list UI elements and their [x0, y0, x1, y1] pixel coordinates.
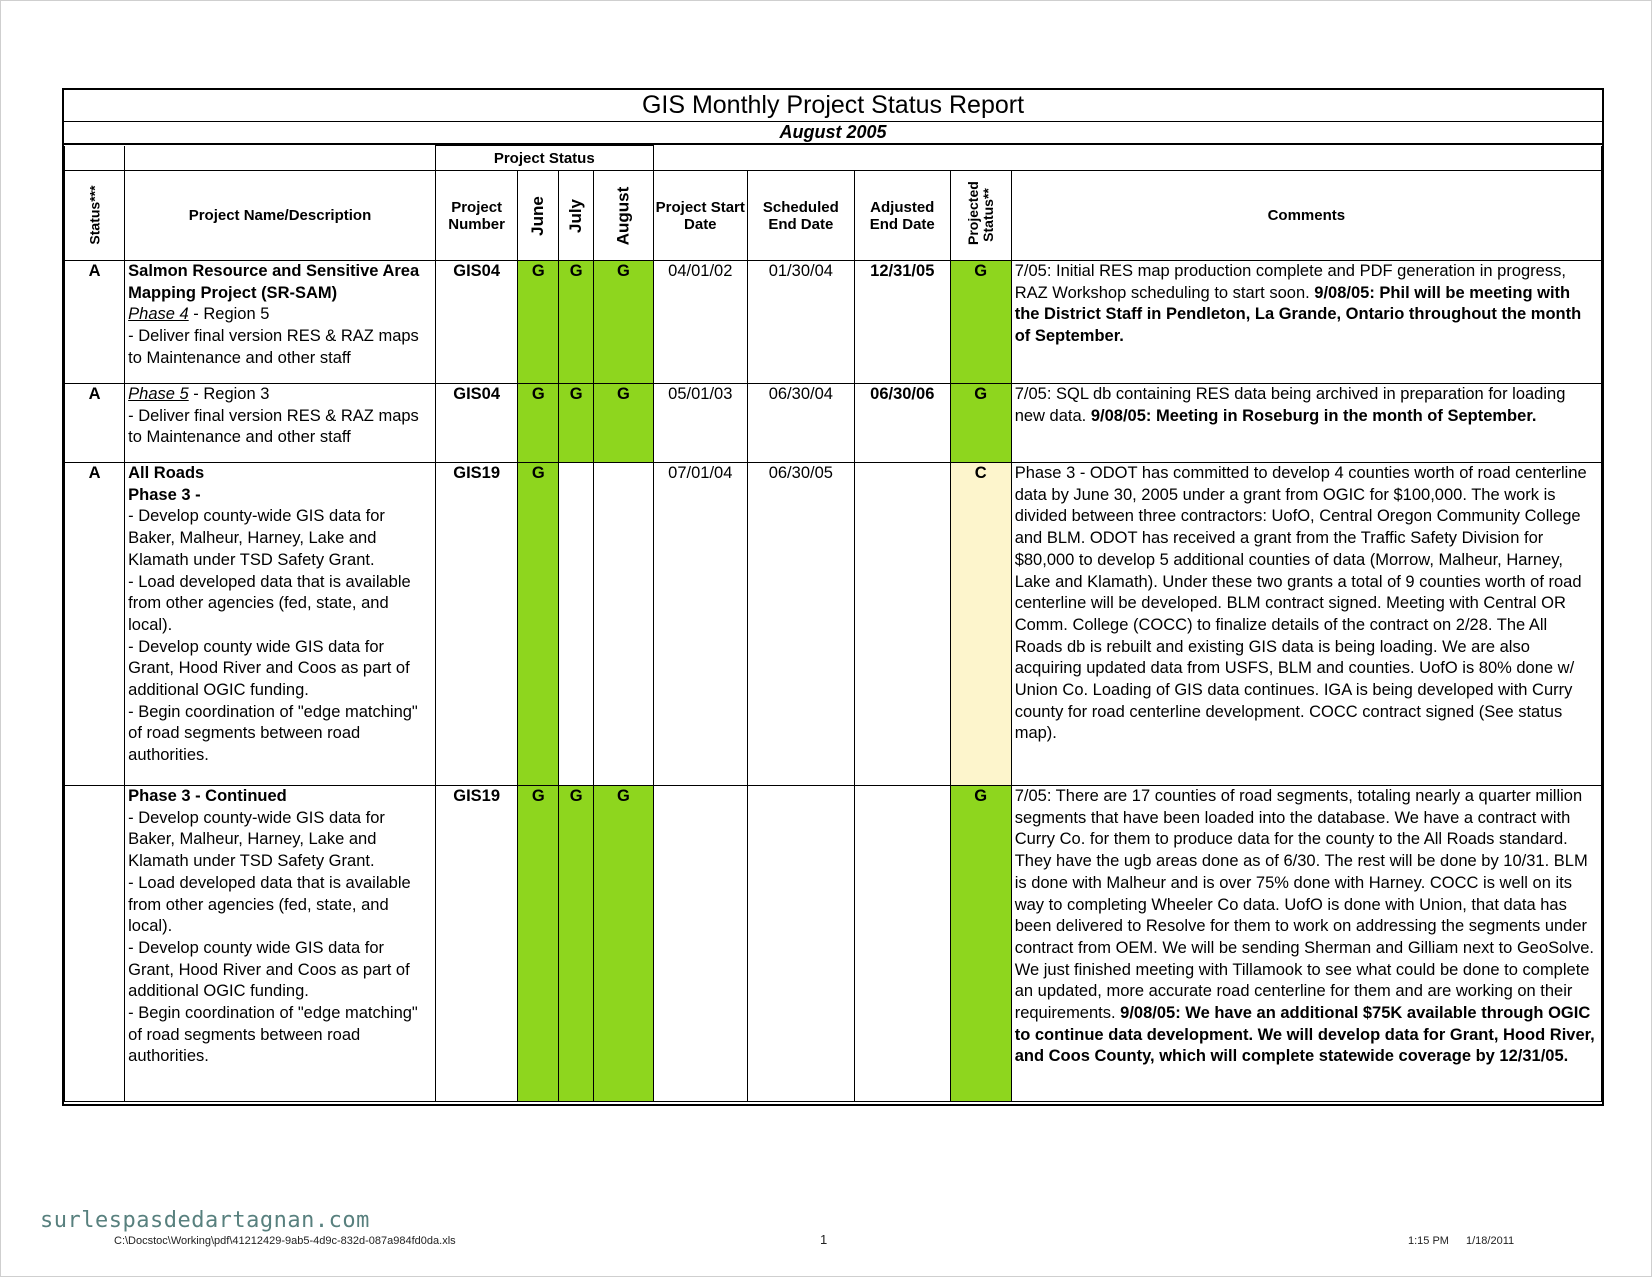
col-header-name: Project Name/Description — [125, 171, 436, 261]
row-description — [125, 463, 436, 786]
row-number: GIS19 — [435, 786, 518, 1102]
table-row — [65, 786, 1602, 1102]
header-blank-left — [65, 146, 125, 171]
row-number: GIS04 — [435, 384, 518, 463]
row-status: A — [65, 384, 125, 463]
row-comment-plain: 7/05: Initial RES map production complete and PDF generation in progress, RAZ Workshop scheduling to start soon. — [1014, 262, 1566, 302]
footer-page-number: 1 — [820, 1232, 828, 1247]
header-row — [65, 171, 1602, 261]
row-subtitle: Phase 3 - — [128, 485, 201, 504]
row-comment-bold: 9/08/05: We have an additional $75K available through OGIC to continue data development. We will develop data for Grant, Hood River, and Coos County, which will complete statewide coverage by 12/31/05. — [1014, 1004, 1595, 1066]
row-august-status: G — [594, 786, 654, 1102]
row-status: A — [65, 463, 125, 786]
row-title: Salmon Resource and Sensitive Area Mapping Project (SR-SAM) — [128, 262, 420, 302]
header-blank-name — [125, 146, 436, 171]
row-june-status: G — [518, 463, 559, 786]
row-number: GIS04 — [435, 261, 518, 384]
row-comment: Phase 3 - ODOT has committed to develop 4 counties worth of road centerline data by June 30, 2005 under a grant from OGIC for $100,000. The work is divided between three contractors: UofO, Central Oregon Community College and BLM. ODOT has received a grant from the Traffic Safety Division for $80,000 to develop 5 additional counties of data (Morrow, Malheur, Harney, Lake and Klamath). Under these two grants a total of 9 counties worth of road centerline will be developed. BLM contract signed. Meeting with Central OR Comm. College (COCC) to finalize details of the contract on 2/28. The All Roads db is rebuilt and existing GIS data is being loading. We are also acquiring updated data from USFS, BLM and counties. UofO is 80% done w/ Union Co. Loading of GIS data continues. IGA is being developed with Curry county for road centerline development. COCC contract signed (See status map). — [1011, 463, 1601, 786]
row-detail: - Develop county-wide GIS data for Baker, Malheur, Harney, Lake and Klamath under TSD Safety Grant. - Load developed data that is available from other agencies (fed, state, and local). - Develop county wide GIS data for Grant, Hood River and Coos as part of additional OGIC funding. - Begin coordination of "edge matching" of road segments between road authorities. — [128, 507, 418, 765]
row-comment-plain: 7/05: There are 17 counties of road segments, totaling nearly a quarter million segments that have been loaded into the database. We have a contract with Curry Co. for them to produce data for the county to the All Roads standard. They have the ugb areas done as of 6/30. The rest will be done by 10/31. BLM is done with Malheur and is over 75% done with Harney. COCC is well on its way to completing Wheeler Co data. UofO is done with Union, that data has been delivered to Resolve for them to work on addressing the segments under contract from OEM. We will be sending Sherman and Gilliam next to GeoSolve. We just finished meeting with Tillamook to see what could be done to complete an updated, more accurate road centerline for them and are working on their requirements. — [1014, 787, 1594, 1023]
row-july-status: G — [559, 261, 594, 384]
footer-date: 1/18/2011 — [1466, 1235, 1515, 1247]
row-start-date — [653, 786, 747, 1102]
col-header-june-label: June — [528, 195, 548, 236]
col-header-start: Project Start Date — [653, 171, 747, 261]
row-adjusted-end: 06/30/06 — [854, 384, 950, 463]
row-comment-bold: 9/08/05: Phil will be meeting with the District Staff in Pendleton, La Grande, Ontario throughout the month of September. — [1014, 283, 1582, 346]
row-detail: - Deliver final version RES & RAZ maps to Maintenance and other staff — [128, 406, 419, 447]
col-header-june — [518, 171, 559, 261]
row-phase: Phase 5 — [128, 385, 189, 403]
row-august-status: G — [594, 384, 654, 463]
status-table — [64, 145, 1602, 1102]
row-june-status: G — [518, 384, 559, 463]
header-blank-right — [653, 146, 1601, 171]
row-projected-status: G — [950, 384, 1011, 463]
row-july-status: G — [559, 384, 594, 463]
table-row — [65, 463, 1602, 786]
row-comment — [1011, 384, 1601, 463]
row-title: All Roads — [128, 464, 205, 482]
row-comment-bold: 9/08/05: Meeting in Roseburg in the month of September. — [1090, 406, 1537, 425]
row-adjusted-end — [854, 463, 950, 786]
row-phase-rest: - Region 3 — [188, 385, 270, 403]
row-status: A — [65, 261, 125, 384]
table-row — [65, 384, 1602, 463]
report-subtitle: August 2005 — [64, 121, 1602, 145]
col-header-comments: Comments — [1011, 171, 1601, 261]
row-description — [125, 384, 436, 463]
col-header-sched: Scheduled End Date — [747, 171, 854, 261]
row-comment — [1011, 786, 1601, 1102]
table-row — [65, 261, 1602, 384]
row-sched-end — [747, 786, 854, 1102]
col-header-projected-label: Projected Status** — [964, 181, 996, 245]
row-description — [125, 786, 436, 1102]
row-status — [65, 786, 125, 1102]
row-sched-end: 06/30/04 — [747, 384, 854, 463]
col-header-adjusted: Adjusted End Date — [854, 171, 950, 261]
row-comment-plain: 7/05: SQL db containing RES data being archived in preparation for loading new data. — [1014, 385, 1566, 425]
row-number: GIS19 — [435, 463, 518, 786]
row-projected-status: G — [950, 261, 1011, 384]
header-project-status-group: Project Status — [435, 146, 653, 171]
row-detail: - Deliver final version RES & RAZ maps to Maintenance and other staff — [128, 327, 419, 367]
footer-file-path: C:\Docstoc\Working\pdf\41212429-9ab5-4d9c-832d-087a984fd0da.xls — [114, 1235, 456, 1247]
row-adjusted-end — [854, 786, 950, 1102]
col-header-number: Project Number — [435, 171, 518, 261]
row-start-date: 04/01/02 — [653, 261, 747, 384]
row-description — [125, 261, 436, 384]
row-phase-line — [128, 304, 432, 326]
row-start-date: 05/01/03 — [653, 384, 747, 463]
row-july-status — [559, 463, 594, 786]
row-start-date: 07/01/04 — [653, 463, 747, 786]
header-group-row — [65, 146, 1602, 171]
col-header-august-label: August — [613, 186, 633, 245]
col-header-status — [65, 171, 125, 261]
row-projected-status: G — [950, 786, 1011, 1102]
row-phase: Phase 4 — [128, 305, 189, 324]
col-header-august — [594, 171, 654, 261]
report-title: GIS Monthly Project Status Report — [64, 90, 1602, 122]
row-title: Phase 3 - Continued — [128, 787, 287, 805]
row-phase-rest: - Region 5 — [188, 305, 270, 324]
row-july-status: G — [559, 786, 594, 1102]
col-header-status-label: Status*** — [86, 185, 103, 245]
row-sched-end: 01/30/04 — [747, 261, 854, 384]
row-comment — [1011, 261, 1601, 384]
row-adjusted-end: 12/31/05 — [854, 261, 950, 384]
col-header-projected — [950, 171, 1011, 261]
row-june-status: G — [518, 261, 559, 384]
col-header-july — [559, 171, 594, 261]
row-sched-end: 06/30/05 — [747, 463, 854, 786]
row-august-status — [594, 463, 654, 786]
row-phase-line — [128, 384, 432, 406]
row-detail: - Develop county-wide GIS data for Baker, Malheur, Harney, Lake and Klamath under TSD Safety Grant. - Load developed data that is available from other agencies (fed, state, and local). - Develop county wide GIS data for Grant, Hood River and Coos as part of additional OGIC funding. - Begin coordination of "edge matching" of road segments between road authorities. — [128, 808, 418, 1066]
row-august-status: G — [594, 261, 654, 384]
status-report — [62, 88, 1604, 1106]
row-projected-status: C — [950, 463, 1011, 786]
watermark: surlespasdedartagnan.com — [40, 1208, 370, 1233]
row-june-status: G — [518, 786, 559, 1102]
col-header-july-label: July — [566, 198, 586, 233]
footer-time: 1:15 PM — [1408, 1235, 1449, 1247]
